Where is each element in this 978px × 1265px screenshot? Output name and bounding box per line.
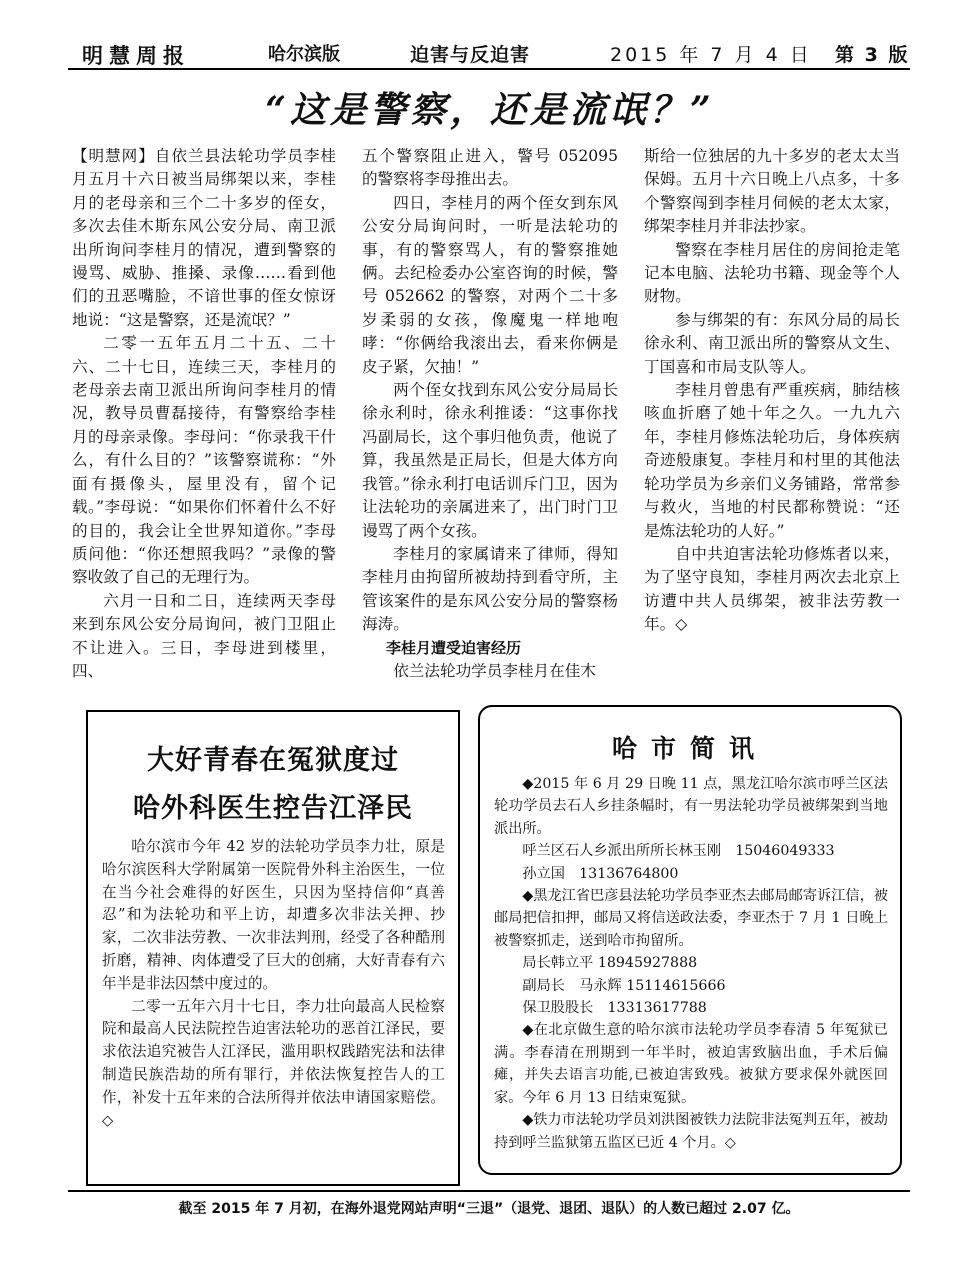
article-paragraph: 六月一日和二日，连续两天李母来到东风公安分局询问，被门卫阻止不让进入。三日，李母进到楼里，四、 (72, 591, 336, 680)
article-paragraph: 李桂月曾患有严重疾病，肺结核咳血折磨了她十年之久。一九九六年，李桂月修炼法轮功后，身体疾病奇迹般康复。李桂月和村里的其他法轮功学员为乡亲们义务铺路，常常参与救火，当地的村民都称赞说：“还是炼法轮功的人好。” (644, 381, 900, 540)
box-headline-line-2: 哈外科医生控告江泽民 (133, 793, 413, 824)
box-paragraph: 哈尔滨市今年 42 岁的法轮功学员李力壮，原是哈尔滨医科大学附属第一医院骨外科主治医生，一位在当今社会难得的好医生，只因为坚持信仰“真善忍”和为法轮功和平上访，却遭多次非法关押、抄家，二次非法劳教、一次非法判刑，经受了各种酷刑折磨，精神、肉体遭受了巨大的创痛，大好青春有六年半是非法囚禁中度过的。 (102, 838, 445, 992)
doctor-lawsuit-box (86, 710, 460, 1186)
section-label: 迫害与反迫害 (410, 44, 531, 66)
article-title: “这是警察，还是流氓？” (265, 89, 715, 131)
contact-line: 呼兰区石人乡派出所所长林玉刚 15046049333 (522, 843, 835, 860)
footer-divider (68, 1190, 910, 1192)
article-paragraph: 依兰法轮功学员李桂月在佳木 (393, 661, 596, 680)
city-news-box (478, 705, 902, 1175)
article-paragraph: 两个侄女找到东风公安分局局长徐永利时，徐永利推诿：“这事你找冯副局长，这个事归他负责，他说了算，我虽然是正局长，但是大体方向我管。”徐永利打电话训斥门卫，因为让法轮功的亲属进来了，出门时门卫谩骂了两个女孩。 (362, 381, 618, 540)
article-paragraph: 自中共迫害法轮功修炼者以来，为了坚守良知，李桂月两次去北京上访遭中共人员绑架，被非法劳教一年。◇ (644, 544, 900, 634)
article-paragraph: 【明慧网】自依兰县法轮功学员李桂月五月十六日被当局绑架以来，李桂月的老母亲和三个二十多岁的侄女，多次去佳木斯东风公安分局、南卫派出所询问李桂月的情况，遭到警察的谩骂、威胁、推搡、录像……看到他们的丑恶嘴脸，不谙世事的侄女惊讶地说：“这是警察，还是流氓？” (72, 147, 336, 329)
box-paragraph: 二零一五年六月十七日，李力壮向最高人民检察院和最高人民法院控告迫害法轮功的恶首江泽民，要求依法追究被告人江泽民，滥用职权践踏宪法和法律制造民族浩劫的所有罪行，并依法恢复控告人的工作，补发十五年来的合法所得并依法申请国家赔偿。◇ (102, 997, 445, 1129)
contact-line: 保卫股股长 13313617788 (522, 1000, 707, 1017)
page-number: 第 3 版 (835, 44, 910, 66)
article-paragraph: 参与绑架的有：东风分局的局长徐永利、南卫派出所的警察从文生、丁国喜和市局支队等人。 (644, 310, 900, 376)
article-paragraph: 四日，李桂月的两个侄女到东风公安分局询问时，一听是法轮功的事，有的警察骂人，有的警察推她俩。去纪检委办公室咨询的时候，警号 052662 的警察，对两个二十多岁柔弱的女孩，像魔鬼一样地咆哮：“你俩给我滚出去，看来你俩是皮子紧，欠抽！” (362, 193, 618, 376)
news-box-body (494, 773, 888, 1154)
edition-label: 哈尔滨版 (268, 44, 340, 65)
contact-line: 副局长 马永辉 15114615666 (522, 977, 726, 994)
box-body (102, 836, 445, 1132)
news-item: ◆铁力市法轮功学员刘洪图被铁力法院非法冤判五年，被劫持到呼兰监狱第五监区已近 4 个月。◇ (494, 1112, 888, 1151)
article-column-2 (362, 145, 618, 683)
news-item: ◆2015 年 6 月 29 日晚 11 点，黑龙江哈尔滨市呼兰区法轮功学员去石人乡挂条幅时，有一男法轮功学员被绑架到当地派出所。 (494, 776, 888, 837)
header-divider (68, 68, 910, 70)
article-paragraph: 李桂月的家属请来了律师，得知李桂月由拘留所被劫持到看守所，主管该案件的是东风公安分局的警察杨海涛。 (362, 544, 618, 634)
news-item: ◆黑龙江省巴彦县法轮功学员李亚杰去邮局邮寄诉江信，被邮局把信扣押，邮局又将信送政法委，李亚杰于 7 月 1 日晚上被警察抓走，送到哈市拘留所。 (494, 888, 888, 949)
paper-name: 明慧周报 (82, 44, 190, 68)
masthead (78, 40, 910, 66)
news-item: ◆在北京做生意的哈尔滨市法轮功学员李春清 5 年冤狱已满。李春清在刑期到一年半时，被迫害致脑出血，手术后偏瘫，并失去语言功能,已被迫害致残。被狱方要求保外就医回家。今年 6 月 13 日结束冤狱。 (494, 1022, 888, 1106)
article-paragraph: 警察在李桂月居住的房间抢走笔记本电脑、法轮功书籍、现金等个人财物。 (644, 240, 900, 306)
issue-date: 2015 年 7 月 4 日 (610, 44, 812, 66)
article-subheading: 李桂月遭受迫害经历 (386, 638, 522, 657)
contact-line: 局长韩立平 18945927888 (522, 955, 698, 972)
footer-note: 截至 2015 年 7 月初，在海外退党网站声明“三退”（退党、退团、退队）的人数已超过 2.07 亿。 (178, 1201, 800, 1217)
box-headline-line-1: 大好青春在冤狱度过 (147, 745, 399, 776)
contact-line: 孙立国 13136764800 (522, 865, 679, 882)
news-box-title: 哈市简讯 (611, 734, 768, 763)
article-paragraph: 斯给一位独居的九十多岁的老太太当保姆。五月十六日晚上八点多，十多个警察闯到李桂月伺候的老太太家，绑架李桂月并非法抄家。 (644, 147, 900, 236)
article-paragraph: 二零一五年五月二十五、二十六、二十七日，连续三天，李桂月的老母亲去南卫派出所询问李桂月的情况，教导员曹磊接待，有警察给李桂月的母亲录像。李母问：“你录我干什么，有什么目的？”该警察谎称：“外面有摄像头，屋里没有，留个记载。”李母说：“如果你们怀着什么不好的目的，我会让全世界知道你。”李母质问他：“你还想照我吗？”录像的警察收敛了自己的无理行为。 (72, 334, 336, 587)
article-column-1 (72, 145, 336, 683)
article-column-3 (644, 145, 900, 637)
article-paragraph: 五个警察阻止进入，警号 052095 的警察将李母推出去。 (362, 147, 618, 189)
